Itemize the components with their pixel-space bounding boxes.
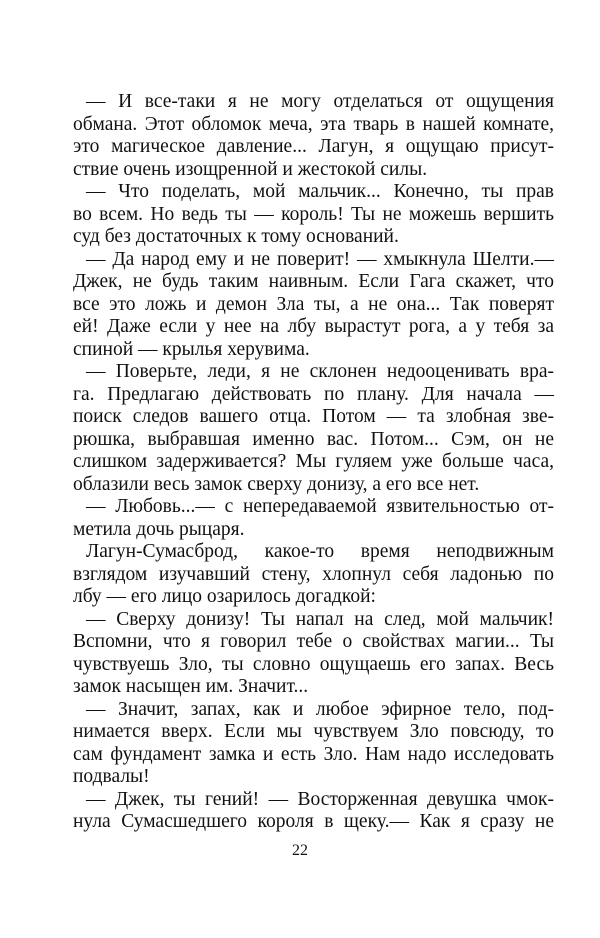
text-line: суд без достаточных к тому оснований. xyxy=(73,226,399,247)
text-line: все это ложь и демон Зла ты, а не она... Так поверят xyxy=(73,293,554,315)
text-line: рюшка, выбравшая именно вас. Потом... Сэм, он не xyxy=(73,428,554,450)
text-line: — Джек, ты гений! — Восторженная девушка чмок- xyxy=(86,788,554,810)
text-line: — Любовь...— с непередаваемой язвительностью от- xyxy=(86,496,554,517)
text-line: ствие очень изощренной и жестокой силы. xyxy=(73,158,428,180)
text-line: замок насыщен им. Значит... xyxy=(73,676,309,697)
text-line: лбу — его лицо озарилось догадкой: xyxy=(73,586,376,607)
text-line: слишком задерживается? Мы гуляем уже больше часа, xyxy=(73,451,554,472)
text-line: Вспомни, что я говорил тебе о свойствах магии... Ты xyxy=(73,631,554,652)
text-line: Джек, не будь таким наивным. Если Гага скажет, что xyxy=(73,271,554,292)
text-line: поиск следов вашего отца. Потом — та злобная зве- xyxy=(73,406,554,427)
text-line: обмана. Этот обломок меча, эта тварь в нашей комнате, xyxy=(73,113,554,135)
text-line: ей! Даже если у нее на лбу вырастут рога, а у тебя за xyxy=(73,316,554,337)
text-line: подвалы! xyxy=(73,766,150,787)
text-line: Лагун-Сумасброд, какое-то время неподвижным xyxy=(86,541,554,562)
text-line: спиной — крылья херувима. xyxy=(73,338,310,360)
text-line: — Да народ ему и не поверит! — хмыкнула Шелти.— xyxy=(86,248,554,270)
text-line: это магическое давление... Лагун, я ощущаю присут- xyxy=(73,136,554,157)
text-line: сам фундамент замка и есть Зло. Нам надо исследовать xyxy=(73,743,554,765)
text-line: метила дочь рыцаря. xyxy=(73,518,245,540)
body-text xyxy=(73,91,554,834)
text-line: взглядом изучавший стену, хлопнул себя ладонью по xyxy=(73,563,554,585)
text-line: — Значит, запах, как и любое эфирное тело, под- xyxy=(86,698,554,720)
text-line: — Что поделать, мой мальчик... Конечно, ты прав xyxy=(86,181,554,202)
text-line: — Поверьте, леди, я не склонен недооценивать вра- xyxy=(86,361,554,382)
text-line: — Сверху донизу! Ты напал на след, мой мальчик! xyxy=(86,608,554,630)
text-line: га. Предлагаю действовать по плану. Для начала — xyxy=(73,383,554,405)
text-line: чувствуешь Зло, ты словно ощущаешь его запах. Весь xyxy=(73,653,554,675)
text-line: нула Сумасшедшего короля в щеку.— Как я сразу не xyxy=(73,811,554,832)
text-line: нимается вверх. Если мы чувствуем Зло повсюду, то xyxy=(73,721,554,742)
page-number: 22 xyxy=(292,842,308,859)
text-line: во всем. Но ведь ты — король! Ты не можешь вершить xyxy=(73,203,554,225)
text-line: облазили весь замок сверху донизу, а его все нет. xyxy=(73,473,480,495)
text-line: — И все-таки я не могу отделаться от ощущения xyxy=(86,91,554,112)
